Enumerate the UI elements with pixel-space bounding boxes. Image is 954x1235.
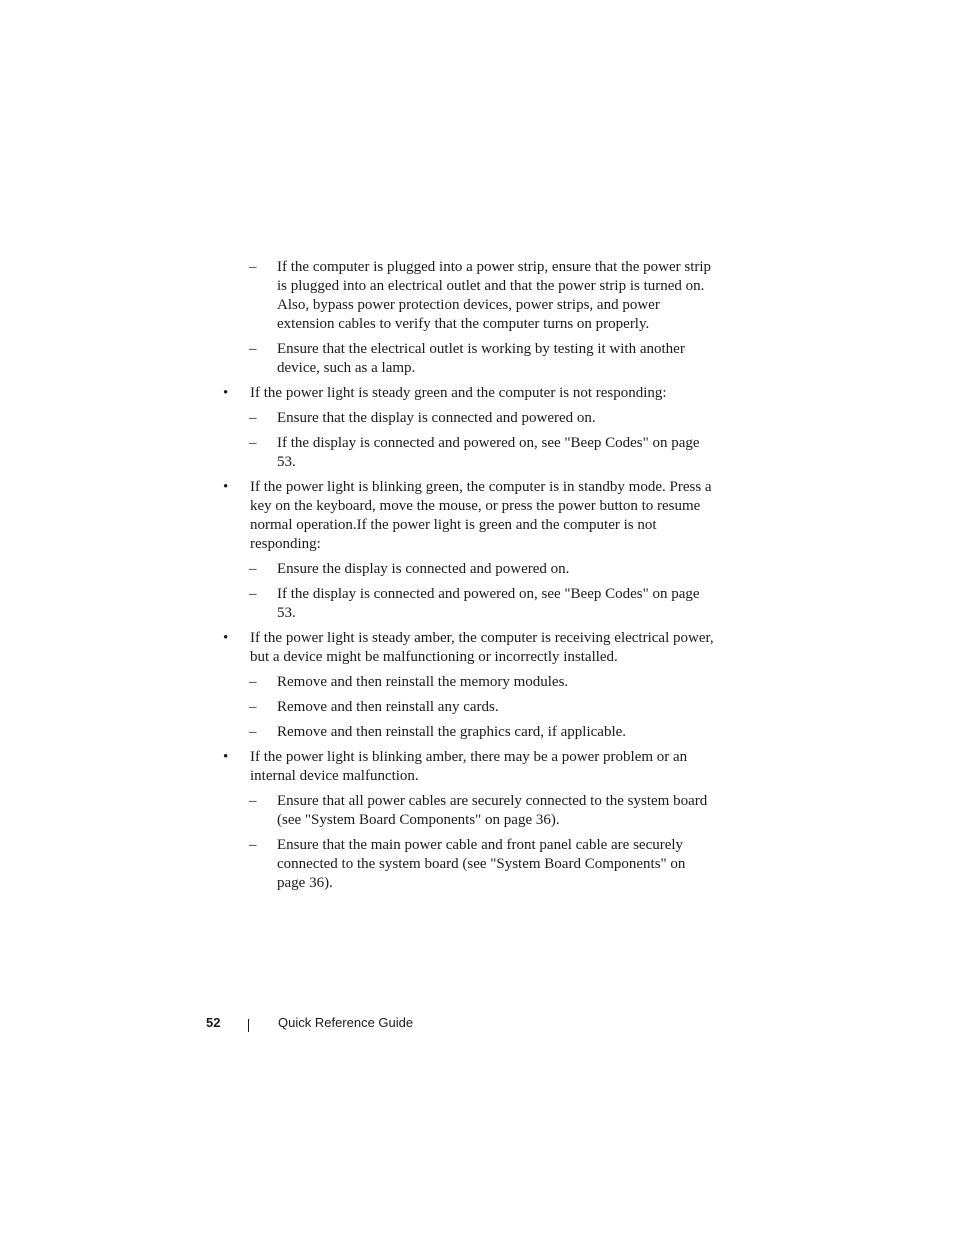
footer-separator: [248, 1019, 249, 1032]
page-body: [0, 258, 954, 893]
list-item: [249, 560, 715, 579]
bullet-marker: •: [223, 749, 229, 765]
list-item-text: Remove and then reinstall any cards.: [277, 699, 499, 715]
dash-marker: –: [249, 341, 257, 357]
dash-marker: –: [249, 410, 257, 426]
list-item: [249, 723, 715, 742]
list-item: [249, 340, 715, 378]
dash-marker: –: [249, 586, 257, 602]
list-item: [249, 409, 715, 428]
list-item: [249, 836, 715, 893]
list-item-text: If the display is connected and powered on, see "Beep Codes" on page 53.: [277, 435, 700, 470]
list-item-text: Remove and then reinstall the graphics card, if applicable.: [277, 724, 627, 740]
list-item-text: If the display is connected and powered on, see "Beep Codes" on page 53.: [277, 586, 700, 621]
bullet-item: [223, 748, 716, 786]
dash-marker: –: [249, 793, 257, 809]
dash-marker: –: [249, 259, 257, 275]
bullet-item: [223, 478, 716, 554]
dash-marker: –: [249, 435, 257, 451]
bullet-marker: •: [223, 385, 229, 401]
list-item-text: Ensure that all power cables are securely connected to the system board (see "System Board Components" on page 36).: [277, 793, 708, 828]
dash-marker: –: [249, 699, 257, 715]
bullet-item: [223, 384, 716, 403]
bullet-item-text: If the power light is blinking green, the computer is in standby mode. Press a key on the keyboard, move the mouse, or press the power button to resume normal operation.If the power light is green and the computer is not responding:: [250, 479, 712, 552]
list-item: [249, 585, 715, 623]
bullet-item: [223, 629, 716, 667]
page-footer: [0, 1015, 954, 1035]
page-number: 52: [206, 1015, 221, 1030]
dash-marker: –: [249, 724, 257, 740]
list-item: [249, 258, 715, 334]
list-item: [249, 792, 715, 830]
list-item-text: Ensure the display is connected and powered on.: [277, 561, 570, 577]
list-item: [249, 673, 715, 692]
bullet-item-text: If the power light is steady amber, the computer is receiving electrical power, but a device might be malfunctioning or incorrectly installed.: [250, 630, 714, 665]
dash-marker: –: [249, 561, 257, 577]
bullet-marker: •: [223, 630, 229, 646]
list-item-text: Remove and then reinstall the memory modules.: [277, 674, 569, 690]
bullet-item-text: If the power light is blinking amber, there may be a power problem or an internal device malfunction.: [250, 749, 688, 784]
document-title: Quick Reference Guide: [278, 1015, 414, 1030]
list-item-text: Ensure that the display is connected and powered on.: [277, 410, 596, 426]
list-item-text: Ensure that the electrical outlet is working by testing it with another device, such as a lamp.: [277, 341, 685, 376]
list-item: [249, 434, 715, 472]
list-item-text: If the computer is plugged into a power strip, ensure that the power strip is plugged into an electrical outlet and that the power strip is turned on. Also, bypass power protection devices, power strips, and power extension cables to verify that the computer turns on properly.: [277, 259, 712, 332]
dash-marker: –: [249, 674, 257, 690]
bullet-item-text: If the power light is steady green and the computer is not responding:: [250, 385, 667, 401]
bullet-marker: •: [223, 479, 229, 495]
dash-marker: –: [249, 837, 257, 853]
list-item-text: Ensure that the main power cable and front panel cable are securely connected to the system board (see "System Board Components" on page 36).: [277, 837, 686, 891]
list-item: [249, 698, 715, 717]
